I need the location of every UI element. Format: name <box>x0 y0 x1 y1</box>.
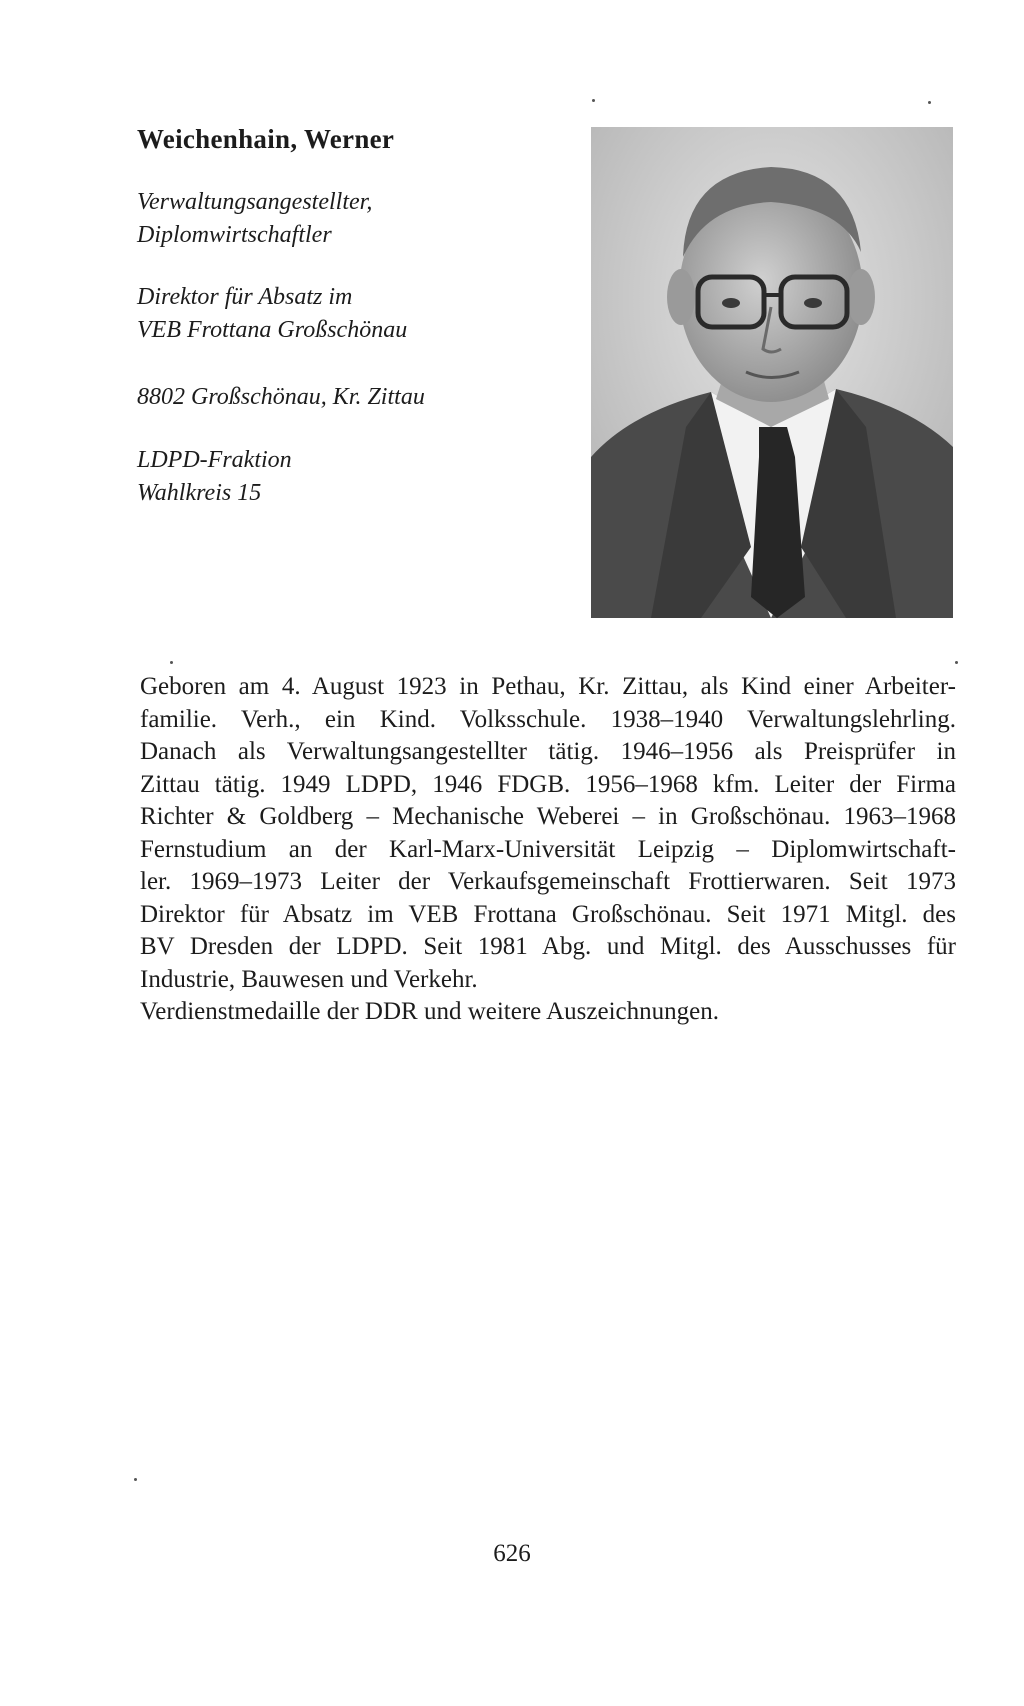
scan-speck <box>134 1478 137 1481</box>
page-number: 626 <box>493 1540 531 1567</box>
position-line-2: VEB Frottana Großschönau <box>137 317 408 343</box>
entry-name: Weichenhain, Werner <box>137 124 395 154</box>
bio-line: Danach als Verwaltungsangestellter tätig. 1946–1956 als Preisprüfer in <box>140 738 956 765</box>
scan-speck <box>592 99 595 102</box>
profession-line-1: Verwaltungsangestellter, <box>137 189 373 215</box>
faction-line-1: LDPD-Fraktion <box>137 447 292 473</box>
biography <box>140 671 956 1029</box>
bio-line: Verdienstmedaille der DDR und weitere Auszeichnungen. <box>140 998 719 1025</box>
scan-speck <box>928 101 931 104</box>
bio-line: Richter & Goldberg – Mechanische Weberei – in Großschönau. 1963–1968 <box>140 803 956 830</box>
bio-line: Direktor für Absatz im VEB Frottana Großschönau. Seit 1971 Mitgl. des <box>140 900 956 928</box>
entry-position <box>137 281 407 347</box>
bio-line: ler. 1969–1973 Leiter der Verkaufsgemeinschaft Frottierwaren. Seit 1973 <box>140 868 956 895</box>
bio-line: familie. Verh., ein Kind. Volksschule. 1938–1940 Verwaltungslehrling. <box>140 705 956 733</box>
portrait-photo-icon <box>591 127 953 618</box>
entry-profession <box>137 186 372 252</box>
scan-speck <box>955 661 958 664</box>
profession-line-2: Diplomwirtschaftler <box>137 222 332 248</box>
bio-line: Industrie, Bauwesen und Verkehr. <box>140 965 478 993</box>
scan-speck <box>170 661 173 664</box>
bio-line: Fernstudium an der Karl-Marx-Universität Leipzig – Diplomwirtschaft- <box>140 835 956 863</box>
position-line-1: Direktor für Absatz im <box>137 284 353 310</box>
bio-line: BV Dresden der LDPD. Seit 1981 Abg. und Mitgl. des Ausschusses für <box>140 933 956 960</box>
faction-line-2: Wahlkreis 15 <box>137 480 262 506</box>
entry-faction <box>137 444 292 510</box>
bio-line: Zittau tätig. 1949 LDPD, 1946 FDGB. 1956–1968 kfm. Leiter der Firma <box>140 770 956 798</box>
portrait-photo <box>591 127 953 618</box>
address-line: 8802 Großschönau, Kr. Zittau <box>137 384 425 410</box>
bio-line: Geboren am 4. August 1923 in Pethau, Kr. Zittau, als Kind einer Arbeiter- <box>140 673 956 700</box>
entry-address <box>137 381 425 414</box>
